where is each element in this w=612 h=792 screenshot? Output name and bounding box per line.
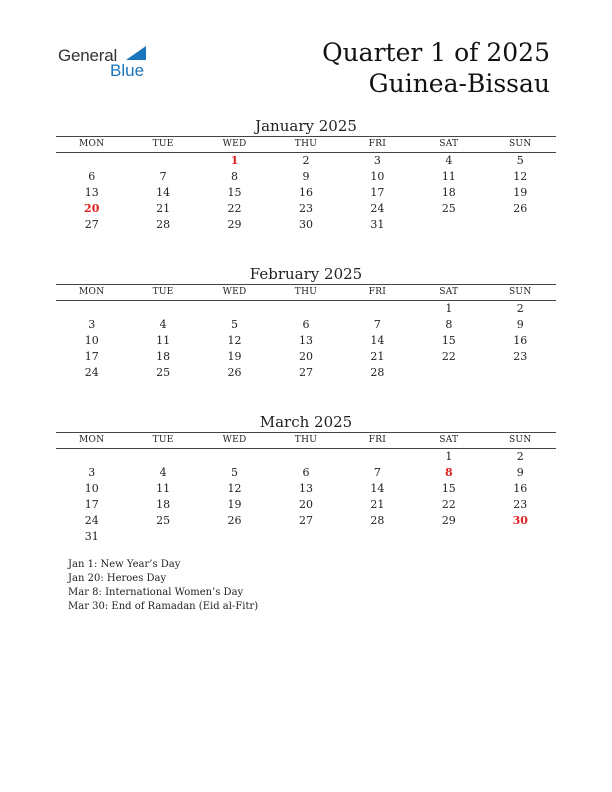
week-row (56, 481, 556, 497)
day-cell: 19 (227, 350, 242, 363)
weekday-label: THU (294, 139, 318, 149)
day-cell: 13 (298, 334, 313, 347)
empty-day-cell (199, 529, 270, 545)
weekday-label: SUN (508, 287, 532, 297)
week-row (56, 465, 556, 481)
month-title: February 2025 (249, 265, 363, 283)
weekday-label: FRI (368, 435, 387, 445)
empty-day-cell (270, 449, 341, 465)
day-cell: 16 (513, 482, 528, 495)
day-cell: 23 (513, 350, 528, 363)
day-cell: 4 (159, 318, 167, 331)
weekday-label: SUN (508, 139, 532, 149)
week-row (56, 349, 556, 365)
week-row (56, 529, 556, 545)
day-cell: 9 (302, 170, 310, 183)
empty-day-cell (127, 301, 198, 317)
week-row (56, 513, 556, 529)
empty-day-cell (485, 217, 556, 233)
month-calendar (56, 412, 556, 545)
day-cell: 27 (298, 514, 313, 527)
weekday-label: WED (222, 287, 247, 297)
week-row (56, 217, 556, 233)
empty-day-cell (413, 217, 484, 233)
weekday-label: MON (79, 139, 105, 149)
weekday-label: THU (294, 287, 318, 297)
week-row (56, 333, 556, 349)
weekday-header (56, 432, 556, 449)
logo (58, 42, 158, 82)
holiday-day-cell: 1 (230, 154, 239, 167)
day-cell: 5 (231, 318, 239, 331)
weekday-label: TUE (152, 139, 174, 149)
empty-day-cell (127, 529, 198, 545)
day-cell: 23 (298, 202, 313, 215)
day-cell: 12 (227, 334, 242, 347)
empty-day-cell (485, 365, 556, 381)
day-cell: 17 (84, 498, 99, 511)
day-cell: 26 (513, 202, 528, 215)
logo-general-text: General (58, 46, 118, 65)
day-cell: 2 (302, 154, 310, 167)
weekday-label: SUN (508, 435, 532, 445)
day-cell: 28 (156, 218, 171, 231)
week-row (56, 301, 556, 317)
day-cell: 12 (227, 482, 242, 495)
day-cell: 1 (445, 302, 453, 315)
day-cell: 16 (298, 186, 313, 199)
day-cell: 2 (516, 450, 524, 463)
day-cell: 29 (441, 514, 456, 527)
day-cell: 12 (513, 170, 528, 183)
day-cell: 20 (298, 350, 313, 363)
day-cell: 19 (227, 498, 242, 511)
week-row (56, 317, 556, 333)
day-cell: 24 (84, 366, 99, 379)
week-row (56, 169, 556, 185)
empty-day-cell (342, 529, 413, 545)
day-cell: 22 (441, 350, 456, 363)
week-row (56, 365, 556, 381)
day-cell: 22 (441, 498, 456, 511)
day-cell: 26 (227, 514, 242, 527)
empty-day-cell (485, 529, 556, 545)
day-cell: 25 (156, 514, 171, 527)
title-quarter: Quarter 1 of 2025 (322, 38, 550, 67)
holiday-note: Mar 8: International Women’s Day (68, 587, 244, 598)
weekday-label: SAT (439, 139, 459, 149)
empty-day-cell (127, 153, 198, 169)
day-cell: 11 (441, 170, 456, 183)
empty-day-cell (342, 301, 413, 317)
weekday-label: MON (79, 287, 105, 297)
empty-day-cell (199, 301, 270, 317)
day-cell: 17 (84, 350, 99, 363)
page-title (322, 37, 550, 99)
logo-triangle-icon (126, 46, 146, 60)
empty-day-cell (413, 529, 484, 545)
weekday-label: SAT (439, 435, 459, 445)
day-cell: 31 (370, 218, 385, 231)
weekday-label: SAT (439, 287, 459, 297)
day-cell: 7 (159, 170, 167, 183)
day-cell: 20 (298, 498, 313, 511)
day-cell: 14 (370, 334, 385, 347)
day-cell: 26 (227, 366, 242, 379)
day-cell: 4 (445, 154, 453, 167)
weekday-header (56, 136, 556, 153)
holiday-note: Mar 30: End of Ramadan (Eid al-Fitr) (68, 601, 259, 612)
day-cell: 11 (156, 482, 171, 495)
day-cell: 31 (84, 530, 99, 543)
month-calendar (56, 116, 556, 233)
day-cell: 24 (84, 514, 99, 527)
weekday-label: FRI (368, 139, 387, 149)
day-cell: 23 (513, 498, 528, 511)
holiday-note: Jan 20: Heroes Day (68, 573, 167, 584)
day-cell: 22 (227, 202, 242, 215)
day-cell: 18 (441, 186, 456, 199)
day-cell: 5 (231, 466, 239, 479)
week-row (56, 185, 556, 201)
month-title: January 2025 (255, 117, 357, 135)
weekday-label: THU (294, 435, 318, 445)
empty-day-cell (56, 449, 127, 465)
day-cell: 30 (298, 218, 313, 231)
weekday-label: TUE (152, 287, 174, 297)
day-cell: 14 (156, 186, 171, 199)
day-cell: 3 (88, 318, 96, 331)
day-cell: 21 (156, 202, 171, 215)
day-cell: 21 (370, 350, 385, 363)
week-row (56, 497, 556, 513)
empty-day-cell (199, 449, 270, 465)
weekday-label: WED (222, 435, 247, 445)
empty-day-cell (56, 153, 127, 169)
day-cell: 7 (373, 466, 381, 479)
day-cell: 15 (441, 334, 456, 347)
weekday-label: MON (79, 435, 105, 445)
logo-blue-text: Blue (110, 61, 145, 80)
day-cell: 15 (441, 482, 456, 495)
day-cell: 10 (84, 334, 99, 347)
day-cell: 10 (370, 170, 385, 183)
day-cell: 18 (156, 350, 171, 363)
day-cell: 16 (513, 334, 528, 347)
day-cell: 19 (513, 186, 528, 199)
day-cell: 3 (373, 154, 381, 167)
day-cell: 10 (84, 482, 99, 495)
weekday-label: TUE (152, 435, 174, 445)
day-cell: 13 (84, 186, 99, 199)
day-cell: 4 (159, 466, 167, 479)
empty-day-cell (342, 449, 413, 465)
weekday-header (56, 284, 556, 301)
week-row (56, 201, 556, 217)
day-cell: 6 (88, 170, 96, 183)
month-title: March 2025 (259, 413, 353, 431)
holiday-notes (68, 558, 258, 614)
empty-day-cell (56, 301, 127, 317)
day-cell: 3 (88, 466, 96, 479)
day-cell: 28 (370, 366, 385, 379)
day-cell: 29 (227, 218, 242, 231)
holiday-day-cell: 20 (84, 202, 100, 215)
day-cell: 14 (370, 482, 385, 495)
week-row (56, 449, 556, 465)
day-cell: 2 (516, 302, 524, 315)
holiday-day-cell: 8 (444, 466, 453, 479)
weekday-label: FRI (368, 287, 387, 297)
day-cell: 27 (84, 218, 99, 231)
day-cell: 18 (156, 498, 171, 511)
month-calendar (56, 264, 556, 381)
holiday-day-cell: 30 (512, 514, 528, 527)
day-cell: 13 (298, 482, 313, 495)
day-cell: 9 (516, 318, 524, 331)
day-cell: 6 (302, 466, 310, 479)
day-cell: 7 (373, 318, 381, 331)
day-cell: 25 (156, 366, 171, 379)
empty-day-cell (127, 449, 198, 465)
day-cell: 28 (370, 514, 385, 527)
day-cell: 5 (516, 154, 524, 167)
holiday-note: Jan 1: New Year’s Day (68, 559, 181, 570)
day-cell: 11 (156, 334, 171, 347)
day-cell: 17 (370, 186, 385, 199)
day-cell: 15 (227, 186, 242, 199)
empty-day-cell (413, 365, 484, 381)
day-cell: 27 (298, 366, 313, 379)
day-cell: 9 (516, 466, 524, 479)
empty-day-cell (270, 529, 341, 545)
week-row (56, 153, 556, 169)
empty-day-cell (270, 301, 341, 317)
title-country: Guinea-Bissau (368, 69, 550, 98)
day-cell: 24 (370, 202, 385, 215)
day-cell: 8 (445, 318, 453, 331)
day-cell: 25 (441, 202, 456, 215)
day-cell: 8 (231, 170, 239, 183)
day-cell: 1 (445, 450, 453, 463)
day-cell: 21 (370, 498, 385, 511)
day-cell: 6 (302, 318, 310, 331)
weekday-label: WED (222, 139, 247, 149)
